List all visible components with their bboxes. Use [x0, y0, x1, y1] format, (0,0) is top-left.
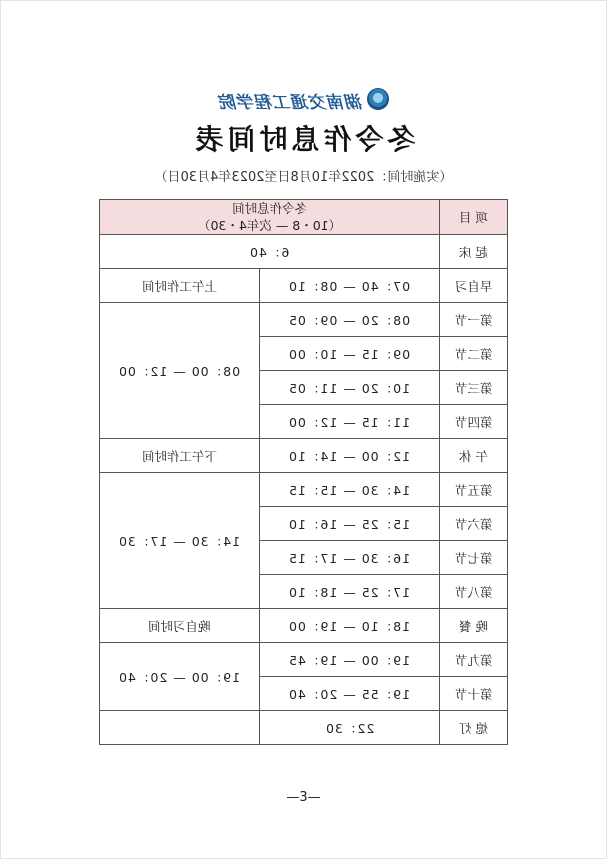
cell-time: 14：30 — 15：15 — [260, 473, 440, 507]
cell-label: 起 床 — [440, 235, 508, 269]
table-row — [100, 609, 508, 643]
cell-time: 16：30 — 17：15 — [260, 541, 440, 575]
cell-block-time: 19：00 — 20：40 — [100, 643, 260, 711]
cell-time: 10：20 — 11：05 — [260, 371, 440, 405]
cell-time: 18：10 — 19：00 — [260, 609, 440, 643]
cell-label: 第五节 — [440, 473, 508, 507]
schedule-table — [99, 199, 508, 745]
cell-time: 11：15 — 12：00 — [260, 405, 440, 439]
cell-label: 第七节 — [440, 541, 508, 575]
table-row — [100, 269, 508, 303]
table-row — [100, 235, 508, 269]
cell-label: 第四节 — [440, 405, 508, 439]
cell-note: 下午工作时间 — [100, 439, 260, 473]
cell-label: 第一节 — [440, 303, 508, 337]
cell-block-time: 08：00 — 12：00 — [100, 303, 260, 439]
school-name: 湖南交通工程学院 — [218, 93, 363, 113]
page-number: —3— — [286, 790, 321, 805]
cell-time: 12：00 — 14：10 — [260, 439, 440, 473]
school-emblem-icon — [367, 88, 389, 110]
cell-time: 17：25 — 18：10 — [260, 575, 440, 609]
cell-label: 早自习 — [440, 269, 508, 303]
cell-time: 09：15 — 10：00 — [260, 337, 440, 371]
cell-label: 第六节 — [440, 507, 508, 541]
header-schedule-range: （10・8 — 次年4・30） — [197, 218, 342, 233]
cell-note: 上午工作时间 — [100, 269, 260, 303]
school-logo — [0, 88, 607, 113]
cell-time: 6：40 — [100, 235, 440, 269]
page-title: 冬令作息时间表 — [191, 123, 416, 156]
cell-label: 第十节 — [440, 677, 508, 711]
table-row — [100, 303, 508, 337]
cell-time: 19：55 — 20：40 — [260, 677, 440, 711]
header-item: 项 目 — [440, 200, 508, 235]
cell-label: 第三节 — [440, 371, 508, 405]
cell-time: 15：25 — 16：10 — [260, 507, 440, 541]
cell-label: 午 休 — [440, 439, 508, 473]
cell-time: 22：30 — [260, 711, 440, 745]
cell-empty — [100, 711, 260, 745]
implementation-period: （实施时间：2022年10月8日至2023年4月30日） — [154, 170, 453, 185]
table-row — [100, 439, 508, 473]
cell-block-time: 14：30 — 17：30 — [100, 473, 260, 609]
cell-label: 第九节 — [440, 643, 508, 677]
table-row — [100, 473, 508, 507]
table-row — [100, 711, 508, 745]
cell-label: 第八节 — [440, 575, 508, 609]
header-schedule — [100, 200, 440, 235]
cell-note: 晚自习时间 — [100, 609, 260, 643]
header-schedule-label: 冬令作息时间 — [231, 201, 307, 216]
cell-time: 07：40 — 08：10 — [260, 269, 440, 303]
cell-time: 19：00 — 19：45 — [260, 643, 440, 677]
cell-label: 熄 灯 — [440, 711, 508, 745]
table-row — [100, 643, 508, 677]
cell-time: 08：20 — 09：05 — [260, 303, 440, 337]
cell-label: 晚 餐 — [440, 609, 508, 643]
table-header-row — [100, 200, 508, 235]
cell-label: 第二节 — [440, 337, 508, 371]
